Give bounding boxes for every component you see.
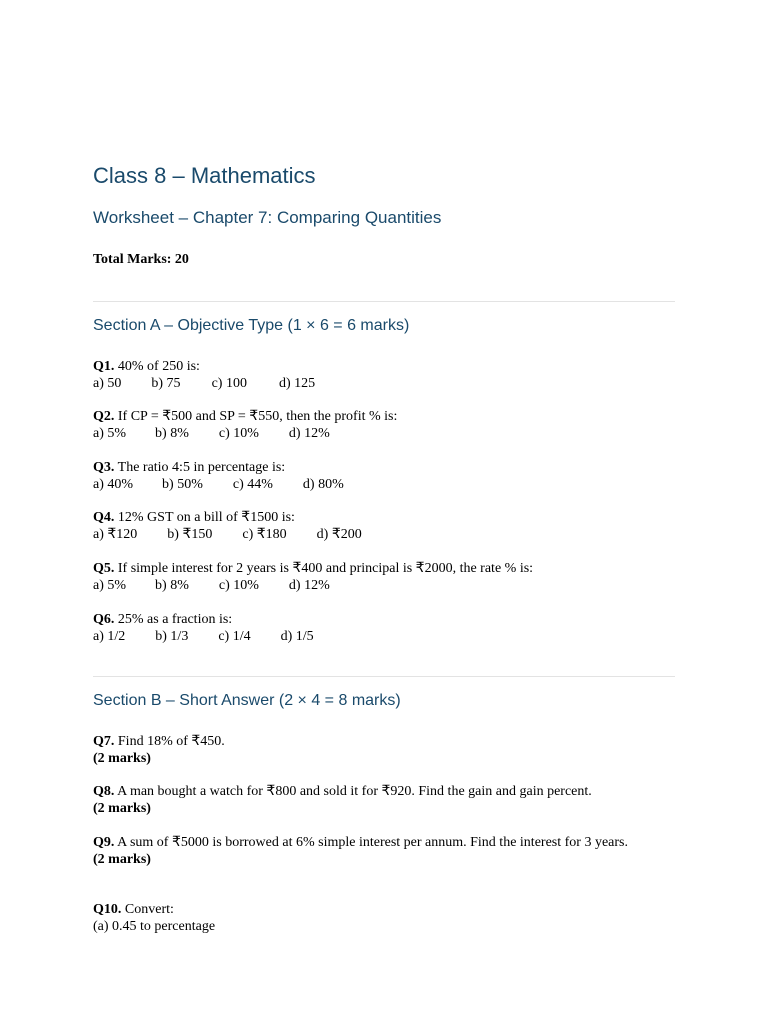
- question-number: Q7.: [93, 734, 115, 749]
- question-number: Q2.: [93, 409, 115, 424]
- question-number: Q8.: [93, 784, 115, 799]
- options-row: [93, 375, 675, 392]
- options-row: [93, 476, 675, 493]
- question-q1: [93, 358, 675, 392]
- option-c: c) 10%: [218, 578, 259, 593]
- option-a: a) 40%: [93, 477, 134, 492]
- option-a: a) ₹120: [93, 527, 138, 542]
- question-q2: [93, 408, 675, 442]
- options-row: [93, 628, 675, 645]
- question-text: Convert:: [121, 902, 174, 917]
- options-row: [93, 526, 675, 543]
- option-b: b) 75: [151, 376, 181, 391]
- section-b-heading: Section B – Short Answer (2 × 4 = 8 marks): [93, 692, 401, 709]
- option-a: a) 5%: [93, 578, 127, 593]
- option-d: d) 12%: [288, 578, 330, 593]
- divider: [93, 301, 675, 302]
- option-a: a) 50: [93, 376, 122, 391]
- option-c: c) 44%: [232, 477, 273, 492]
- question-number: Q1.: [93, 359, 115, 374]
- question-q5: [93, 560, 675, 594]
- question-q7: [93, 733, 675, 767]
- question-text: A man bought a watch for ₹800 and sold it for ₹920. Find the gain and gain percent.: [114, 784, 592, 799]
- option-d: d) 12%: [288, 426, 330, 441]
- option-d: d) 80%: [302, 477, 344, 492]
- question-text: The ratio 4:5 in percentage is:: [114, 460, 286, 475]
- question-text: Find 18% of ₹450.: [114, 734, 225, 749]
- question-number: Q4.: [93, 510, 115, 525]
- question-text: 25% as a fraction is:: [114, 612, 233, 627]
- option-a: a) 5%: [93, 426, 127, 441]
- question-number: Q9.: [93, 835, 115, 850]
- page-title: Class 8 – Mathematics: [93, 163, 316, 188]
- question-number: Q6.: [93, 612, 115, 627]
- question-number: Q3.: [93, 460, 115, 475]
- question-text: A sum of ₹5000 is borrowed at 6% simple interest per annum. Find the interest for 3 years.: [114, 835, 628, 850]
- question-text: 12% GST on a bill of ₹1500 is:: [114, 510, 295, 525]
- option-c: c) 10%: [218, 426, 259, 441]
- question-number: Q5.: [93, 561, 115, 576]
- page-subtitle: Worksheet – Chapter 7: Comparing Quantities: [93, 208, 442, 227]
- options-row: [93, 577, 675, 594]
- question-q3: [93, 459, 675, 493]
- question-number: Q10.: [93, 902, 122, 917]
- question-text: If CP = ₹500 and SP = ₹550, then the profit % is:: [114, 409, 398, 424]
- question-q6: [93, 611, 675, 645]
- option-b: b) 1/3: [155, 629, 189, 644]
- option-c: c) 100: [211, 376, 247, 391]
- option-d: d) 125: [278, 376, 316, 391]
- option-b: b) 8%: [155, 426, 189, 441]
- divider: [93, 676, 675, 677]
- question-marks: (2 marks): [93, 801, 151, 816]
- question-marks: (2 marks): [93, 751, 151, 766]
- option-c: c) 1/4: [218, 629, 251, 644]
- option-a: a) 1/2: [93, 629, 126, 644]
- question-q10: [93, 901, 675, 935]
- option-d: d) ₹200: [316, 527, 362, 542]
- option-b: b) ₹150: [167, 527, 213, 542]
- question-q8: [93, 783, 675, 817]
- option-c: c) ₹180: [242, 527, 287, 542]
- option-b: b) 50%: [162, 477, 203, 492]
- options-row: [93, 425, 675, 442]
- question-q4: [93, 509, 675, 543]
- option-d: d) 1/5: [280, 629, 314, 644]
- question-text: 40% of 250 is:: [114, 359, 200, 374]
- question-q9: [93, 834, 653, 868]
- question-marks: (2 marks): [93, 852, 151, 867]
- sub-question: (a) 0.45 to percentage: [93, 919, 216, 934]
- option-b: b) 8%: [155, 578, 189, 593]
- question-text: If simple interest for 2 years is ₹400 and principal is ₹2000, the rate % is:: [114, 561, 534, 576]
- total-marks: Total Marks: 20: [93, 252, 189, 267]
- section-a-heading: Section A – Objective Type (1 × 6 = 6 marks): [93, 317, 410, 334]
